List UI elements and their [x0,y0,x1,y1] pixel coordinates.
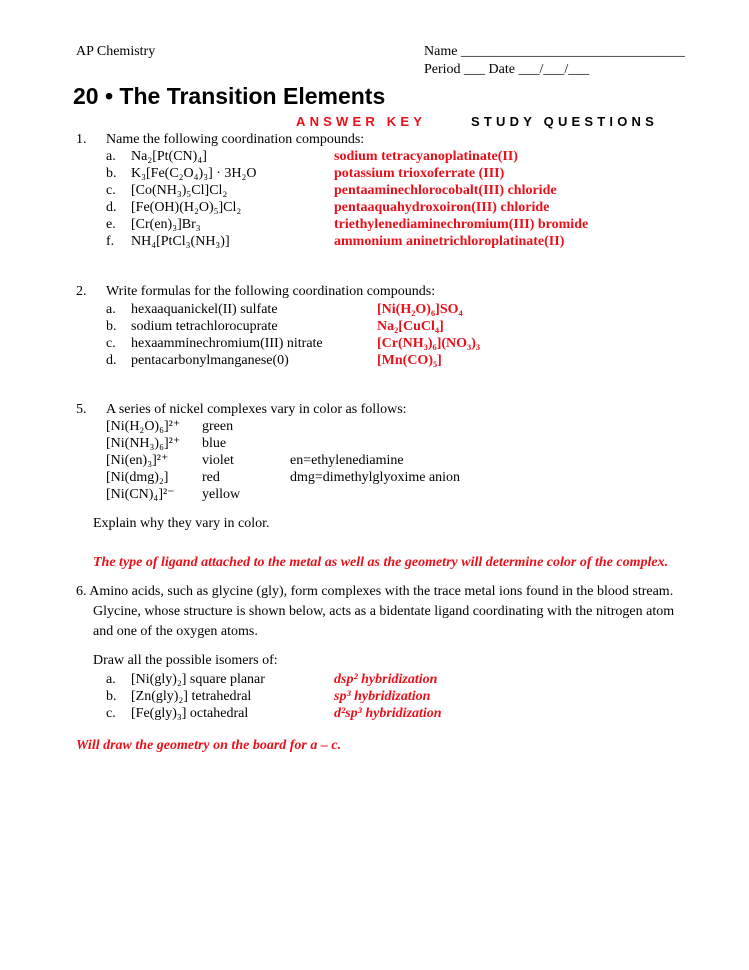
item-label: d. [106,200,117,215]
complex-color: yellow [202,487,241,502]
question-prompt: A series of nickel complexes vary in color as follows: [106,402,407,417]
item-answer: d²sp³ hybridization [334,706,442,721]
item-label: a. [106,672,116,687]
item-formula: NH₄[PtCl₃(NH₃)] [131,234,230,249]
name-field: Name ________________________________ [424,44,685,59]
item-name: pentacarbonylmanganese(0) [131,353,289,368]
item-formula: [Zn(gly)₂] tetrahedral [131,689,252,704]
ligand-note: dmg=dimethylglyoxime anion [290,470,461,485]
final-answer: Will draw the geometry on the board for a – c. [76,738,342,753]
item-label: f. [106,234,115,249]
complex-color: red [202,470,220,485]
ligand-note: en=ethylenediamine [290,453,404,468]
question-number: 5. [76,402,87,417]
complex-formula: [Ni(en)₃]²⁺ [106,453,169,468]
item-formula: K₃[Fe(C₂O₄)₃] · 3H₂O [131,166,257,181]
item-name: hexaaquanickel(II) sulfate [131,302,278,317]
item-formula: [Co(NH₃)₅Cl]Cl₂ [131,183,228,198]
question-text-line: 6. Amino acids, such as glycine (gly), form complexes with the trace metal ions found in the blood stream. [76,584,674,599]
item-label: c. [106,336,116,351]
complex-formula: [Ni(CN)₄]²⁻ [106,487,175,502]
question-text-line: and one of the oxygen atoms. [93,624,258,639]
complex-color: violet [202,453,234,468]
item-name: sodium tetrachlorocuprate [131,319,278,334]
item-answer: pentaaminechlorocobalt(III) chloride [334,183,557,198]
item-answer: pentaaquahydroxoiron(III) chloride [334,200,550,215]
complex-formula: [Ni(NH₃)₆]²⁺ [106,436,181,451]
question-text-line: Glycine, whose structure is shown below, acts as a bidentate ligand coordinating with the nitrogen atom [93,604,675,619]
complex-color: blue [202,436,227,451]
period-date-field: Period ___ Date ___/___/___ [424,62,590,77]
answer-key-label: ANSWER KEY [296,114,427,129]
course-label: AP Chemistry [76,44,156,59]
question-number: 1. [76,132,87,147]
item-formula: [Fe(OH)(H₂O)₅]Cl₂ [131,200,242,215]
item-label: b. [106,689,117,704]
study-questions-label: STUDY QUESTIONS [471,114,659,129]
item-answer: [Mn(CO)₅] [377,353,442,368]
item-answer: sodium tetracyanoplatinate(II) [334,149,518,164]
answer-text: The type of ligand attached to the metal as well as the geometry will determine color of the complex. [93,555,669,570]
item-label: d. [106,353,117,368]
item-label: b. [106,166,117,181]
item-name: hexaamminechromium(III) nitrate [131,336,323,351]
item-formula: [Ni(gly)₂] square planar [131,672,265,687]
complex-formula: [Ni(H₂O)₆]²⁺ [106,419,181,434]
complex-color: green [202,419,234,434]
draw-prompt: Draw all the possible isomers of: [93,653,278,668]
item-answer: dsp² hybridization [334,672,438,687]
item-formula: [Fe(gly)₃] octahedral [131,706,249,721]
item-answer: [Cr(NH₃)₆](NO₃)₃ [377,336,481,351]
item-answer: potassium trioxoferrate (III) [334,166,505,181]
item-label: c. [106,183,116,198]
page-title: 20 • The Transition Elements [73,83,386,109]
item-label: a. [106,302,116,317]
item-label: c. [106,706,116,721]
complex-formula: [Ni(dmg)₂] [106,470,169,485]
question-number: 2. [76,284,87,299]
item-formula: Na₂[Pt(CN)₄] [131,149,207,164]
question-prompt: Name the following coordination compounds: [106,132,365,147]
item-answer: triethylenediaminechromium(III) bromide [334,217,589,232]
item-answer: Na₂[CuCl₄] [377,319,444,334]
item-answer: ammonium aninetrichloroplatinate(II) [334,234,565,249]
explain-prompt: Explain why they vary in color. [93,516,270,531]
question-prompt: Write formulas for the following coordination compounds: [106,284,436,299]
item-label: a. [106,149,116,164]
item-label: b. [106,319,117,334]
item-label: e. [106,217,116,232]
item-formula: [Cr(en)₃]Br₃ [131,217,201,232]
item-answer: sp³ hybridization [334,689,431,704]
item-answer: [Ni(H₂O)₆]SO₄ [377,302,463,317]
